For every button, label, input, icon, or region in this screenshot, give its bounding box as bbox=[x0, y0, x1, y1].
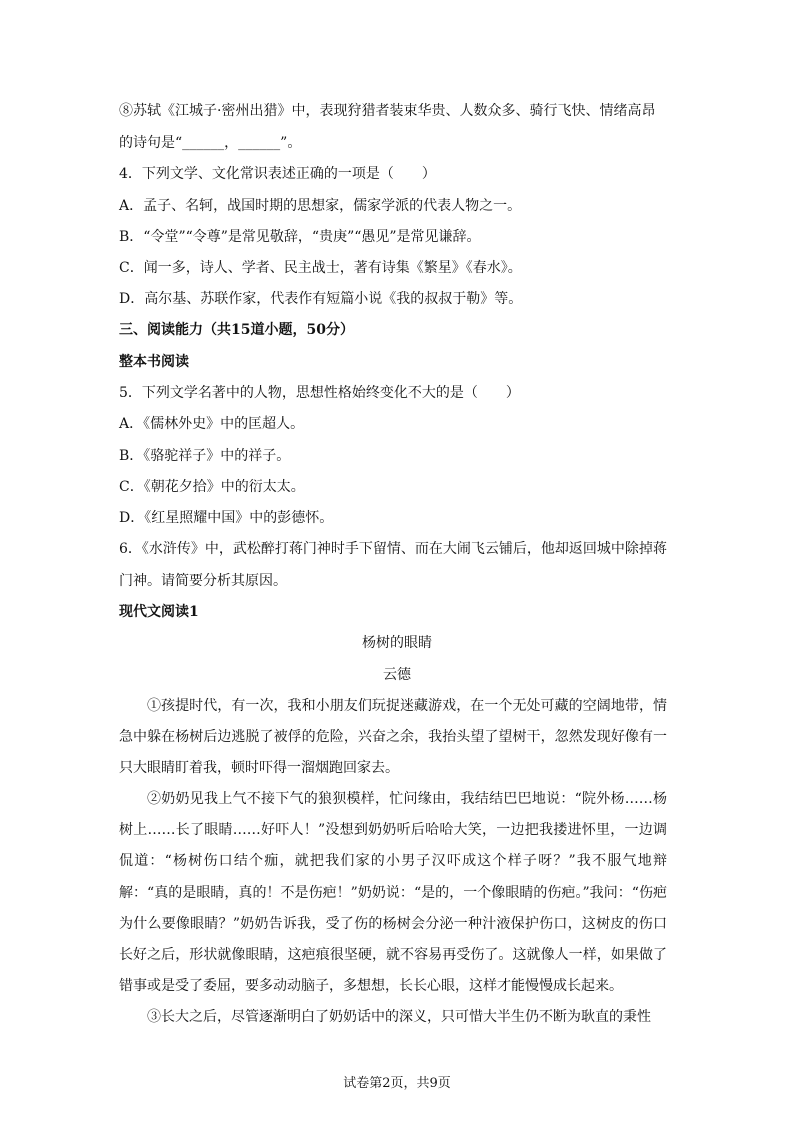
q5-option-d: D．《红星照耀中国》中的彭德怀。 bbox=[119, 510, 334, 526]
q4-option-c: C．闻一多，诗人、学者、民主战士，著有诗集《繁星》《春水》。 bbox=[119, 260, 522, 276]
section-3-heading: 三、阅读能力（共15道小题，50分） bbox=[119, 322, 354, 338]
q6-line2: 门神。请简要分析其原因。 bbox=[119, 573, 287, 589]
article-paragraph-2: ②奶奶见我上气不接下气的狼狈模样，忙问缘由，我结结巴巴地说：“院外杨……杨树上……长了眼睛……好吓人！”没想到奶奶听后哈哈大笑，一边把我搂进怀里，一边调侃道：“杨树伤口结个痂，就把我们家的小男子汉吓成这个样子呀？”我不服气地辩解：“真的是眼睛，真的！不是伤疤！”奶奶说：“是的，一个像眼睛的伤疤。”我问：“伤疤为什么要像眼睛？”奶奶告诉我，受了伤的杨树会分泌一种汁液保护伤口，这树皮的伤口长好之后，形状就像眼睛，这疤痕很坚硬，就不容易再受伤了。这就像人一样，如果做了错事或是受了委屈，要多动动脑子，多想想，长长心眼，这样才能慢慢成长起来。 bbox=[119, 791, 667, 995]
q3-item8-line1: ⑧苏轼《江城子·密州出猎》中，表现狩猎者装束华贵、人数众多、骑行飞快、情绪高昂 bbox=[119, 103, 656, 119]
q4-option-a: A．孟子、名轲，战国时期的思想家，儒家学派的代表人物之一。 bbox=[119, 198, 522, 214]
article-author: 云德 bbox=[383, 667, 411, 683]
q5-option-c: C．《朝花夕拾》中的衍太太。 bbox=[119, 479, 305, 495]
whole-book-reading-heading: 整本书阅读 bbox=[119, 354, 189, 370]
q4-stem: 4．下列文学、文化常识表述正确的一项是（ ） bbox=[119, 166, 436, 182]
page-footer: 试卷第2页，共9页 bbox=[343, 1076, 451, 1091]
article-title: 杨树的眼睛 bbox=[362, 635, 432, 651]
q6-line1: 6．《水浒传》中，武松醉打蒋门神时手下留情、而在大闹飞云铺后，他却返回城中除掉蒋 bbox=[119, 541, 667, 557]
q3-item8-line2: 的诗句是“______，______”。 bbox=[119, 135, 302, 151]
article-paragraph-3: ③长大之后，尽管逐渐明白了奶奶话中的深义，只可惜大半生仍不断为耿直的秉性 bbox=[147, 1009, 651, 1025]
article-paragraph-1: ①孩提时代，有一次，我和小朋友们玩捉迷藏游戏，在一个无处可藏的空阔地带，情急中躲在杨树后边逃脱了被俘的危险，兴奋之余，我抬头望了望树干，忽然发现好像有一只大眼睛盯着我，顿时吓得一溜烟跑回家去。 bbox=[119, 698, 667, 777]
q5-option-b: B．《骆驼祥子》中的祥子。 bbox=[119, 448, 291, 464]
q4-option-b: B．“令堂”“令尊”是常见敬辞，“贵庚”“愚见”是常见谦辞。 bbox=[119, 229, 481, 245]
modern-reading-heading: 现代文阅读1 bbox=[119, 604, 199, 620]
q4-option-d: D．高尔基、苏联作家，代表作有短篇小说《我的叔叔于勒》等。 bbox=[119, 291, 523, 307]
q5-stem: 5．下列文学名著中的人物，思想性格始终变化不大的是（ ） bbox=[119, 385, 520, 401]
q5-option-a: A．《儒林外史》中的匡超人。 bbox=[119, 416, 305, 432]
